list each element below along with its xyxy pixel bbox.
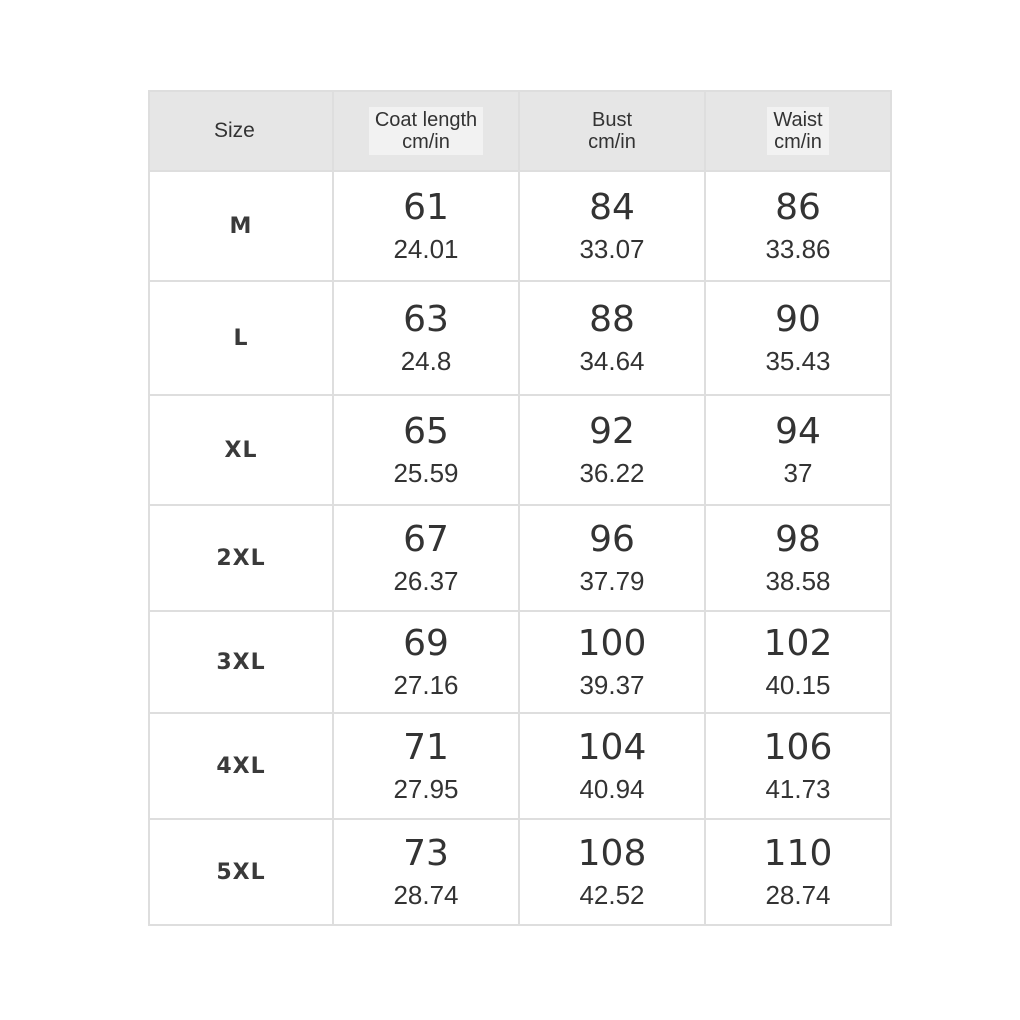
header-size — [149, 91, 333, 171]
coat-length-cell — [333, 395, 519, 505]
table-row — [149, 713, 891, 819]
header-size-label: Size — [214, 119, 255, 142]
coat-length-in-value: 26.37 — [393, 566, 459, 596]
waist-in-value: 38.58 — [765, 566, 831, 596]
coat-length-cm-value: 69 — [403, 623, 449, 664]
coat-length-in-value: 24.8 — [400, 346, 452, 376]
waist-cell — [705, 505, 891, 611]
bust-cell — [519, 395, 705, 505]
waist-in-value: 41.73 — [765, 774, 831, 804]
coat-length-in-value: 25.59 — [393, 458, 459, 488]
size-label: 4XL — [216, 753, 266, 779]
waist-cell — [705, 171, 891, 281]
size-chart-table — [148, 90, 892, 926]
waist-cm-value: 102 — [763, 623, 833, 664]
table-row — [149, 171, 891, 281]
size-cell — [149, 819, 333, 925]
size-label: XL — [224, 437, 258, 463]
header-coat-length-unit: cm/in — [402, 131, 450, 153]
table-header-row — [149, 91, 891, 171]
table-row — [149, 505, 891, 611]
waist-in-value: 40.15 — [765, 670, 831, 700]
header-waist-title: Waist — [773, 109, 823, 131]
waist-cell — [705, 713, 891, 819]
bust-in-value: 33.07 — [579, 234, 645, 264]
bust-cell — [519, 281, 705, 395]
waist-cm-value: 90 — [775, 299, 821, 340]
bust-in-value: 37.79 — [579, 566, 645, 596]
table-body — [149, 171, 891, 925]
size-cell — [149, 713, 333, 819]
waist-in-value: 35.43 — [765, 346, 831, 376]
header-coat-length-box — [369, 107, 483, 155]
bust-cm-value: 100 — [577, 623, 647, 664]
coat-length-cm-value: 63 — [403, 299, 449, 340]
waist-in-value: 28.74 — [765, 880, 831, 910]
coat-length-cell — [333, 505, 519, 611]
waist-in-value: 37 — [783, 458, 813, 488]
coat-length-cell — [333, 611, 519, 713]
size-label: 3XL — [216, 649, 266, 675]
size-label: 2XL — [216, 545, 266, 571]
table-row — [149, 395, 891, 505]
bust-in-value: 39.37 — [579, 670, 645, 700]
size-cell — [149, 505, 333, 611]
waist-cell — [705, 281, 891, 395]
coat-length-cell — [333, 171, 519, 281]
coat-length-in-value: 24.01 — [393, 234, 459, 264]
table-row — [149, 819, 891, 925]
waist-cell — [705, 611, 891, 713]
bust-cm-value: 104 — [577, 727, 647, 768]
size-cell — [149, 395, 333, 505]
waist-cell — [705, 395, 891, 505]
header-coat-length — [333, 91, 519, 171]
header-bust-title: Bust — [591, 109, 633, 131]
coat-length-in-value: 27.95 — [393, 774, 459, 804]
bust-cell — [519, 611, 705, 713]
waist-cm-value: 110 — [763, 833, 833, 874]
header-waist — [705, 91, 891, 171]
bust-cell — [519, 171, 705, 281]
waist-in-value: 33.86 — [765, 234, 831, 264]
header-waist-unit: cm/in — [774, 131, 822, 153]
bust-cell — [519, 819, 705, 925]
waist-cm-value: 98 — [775, 519, 821, 560]
coat-length-in-value: 27.16 — [393, 670, 459, 700]
coat-length-cm-value: 73 — [403, 833, 449, 874]
header-waist-box — [767, 107, 828, 155]
bust-in-value: 42.52 — [579, 880, 645, 910]
coat-length-cm-value: 61 — [403, 187, 449, 228]
bust-cm-value: 88 — [589, 299, 635, 340]
bust-cm-value: 96 — [589, 519, 635, 560]
waist-cell — [705, 819, 891, 925]
bust-cell — [519, 505, 705, 611]
bust-in-value: 40.94 — [579, 774, 645, 804]
header-coat-length-title: Coat length — [374, 109, 478, 131]
header-bust-unit: cm/in — [588, 131, 636, 153]
size-cell — [149, 171, 333, 281]
table-row — [149, 611, 891, 713]
coat-length-in-value: 28.74 — [393, 880, 459, 910]
size-cell — [149, 281, 333, 395]
bust-in-value: 34.64 — [579, 346, 645, 376]
bust-cm-value: 108 — [577, 833, 647, 874]
bust-cm-value: 92 — [589, 411, 635, 452]
waist-cm-value: 106 — [763, 727, 833, 768]
bust-in-value: 36.22 — [579, 458, 645, 488]
size-label: M — [229, 213, 253, 239]
header-bust — [519, 91, 705, 171]
coat-length-cell — [333, 819, 519, 925]
size-cell — [149, 611, 333, 713]
coat-length-cell — [333, 713, 519, 819]
bust-cell — [519, 713, 705, 819]
size-label: 5XL — [216, 859, 266, 885]
waist-cm-value: 86 — [775, 187, 821, 228]
bust-cm-value: 84 — [589, 187, 635, 228]
waist-cm-value: 94 — [775, 411, 821, 452]
coat-length-cell — [333, 281, 519, 395]
size-label: L — [233, 325, 249, 351]
coat-length-cm-value: 67 — [403, 519, 449, 560]
coat-length-cm-value: 71 — [403, 727, 449, 768]
coat-length-cm-value: 65 — [403, 411, 449, 452]
table-row — [149, 281, 891, 395]
